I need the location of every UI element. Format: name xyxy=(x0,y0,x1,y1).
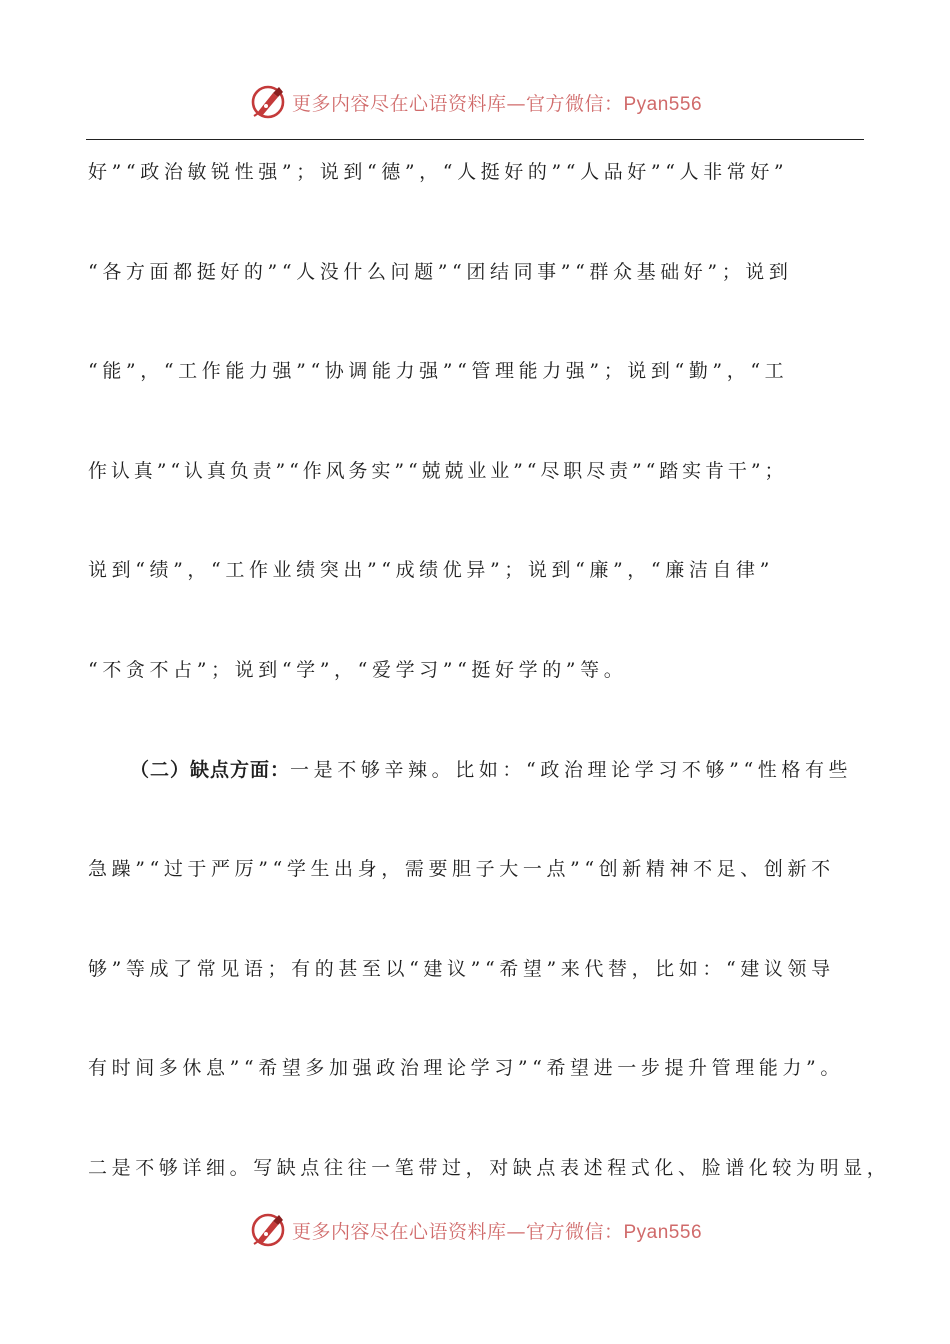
footer-watermark xyxy=(0,1208,950,1252)
body-line: 说到“绩”，“工作业绩突出”“成绩优异”；说到“廉”，“廉洁自律” xyxy=(88,559,774,582)
body-line: 急躁”“过于严厉”“学生出身，需要胆子大一点”“创新精神不足、创新不 xyxy=(88,858,835,881)
footer-watermark-text: 更多内容尽在心语资料库—官方微信： xyxy=(291,1220,624,1243)
section-heading: （二）缺点方面： xyxy=(130,758,291,781)
document-body xyxy=(88,150,891,1246)
body-line: 二是不够详细。写缺点往往一笔带过，对缺点表述程式化、脸谱化较为明显， xyxy=(88,1156,891,1179)
pen-nib-logo-icon xyxy=(248,82,288,122)
header-watermark xyxy=(0,80,950,124)
footer-watermark-id: Pyan556 xyxy=(623,1221,703,1243)
body-line: 有时间多休息”“希望多加强政治理论学习”“希望进一步提升管理能力”。 xyxy=(88,1057,844,1080)
header-watermark-text: 更多内容尽在心语资料库—官方微信： xyxy=(291,92,624,115)
header-rule xyxy=(86,139,864,140)
body-line: 够”等成了常见语；有的甚至以“建议”“希望”来代替，比如：“建议领导 xyxy=(88,957,835,980)
body-line: “各方面都挺好的”“人没什么问题”“团结同事”“群众基础好”；说到 xyxy=(88,260,793,283)
section-heading-line xyxy=(88,748,863,848)
section-first-line-text: 一是不够辛辣。比如：“政治理论学习不够”“性格有些 xyxy=(290,758,853,781)
body-line: “能”，“工作能力强”“协调能力强”“管理能力强”；说到“勤”，“工 xyxy=(88,360,789,383)
body-line: “不贪不占”；说到“学”，“爱学习”“挺好学的”等。 xyxy=(88,658,628,681)
body-line: 好”“政治敏锐性强”；说到“德”，“人挺好的”“人品好”“人非常好” xyxy=(88,161,789,183)
pen-nib-logo-icon xyxy=(248,1210,288,1250)
header-watermark-id: Pyan556 xyxy=(623,93,703,115)
body-line: 作认真”“认真负责”“作风务实”“兢兢业业”“尽职尽责”“踏实肯干”； xyxy=(88,459,788,482)
